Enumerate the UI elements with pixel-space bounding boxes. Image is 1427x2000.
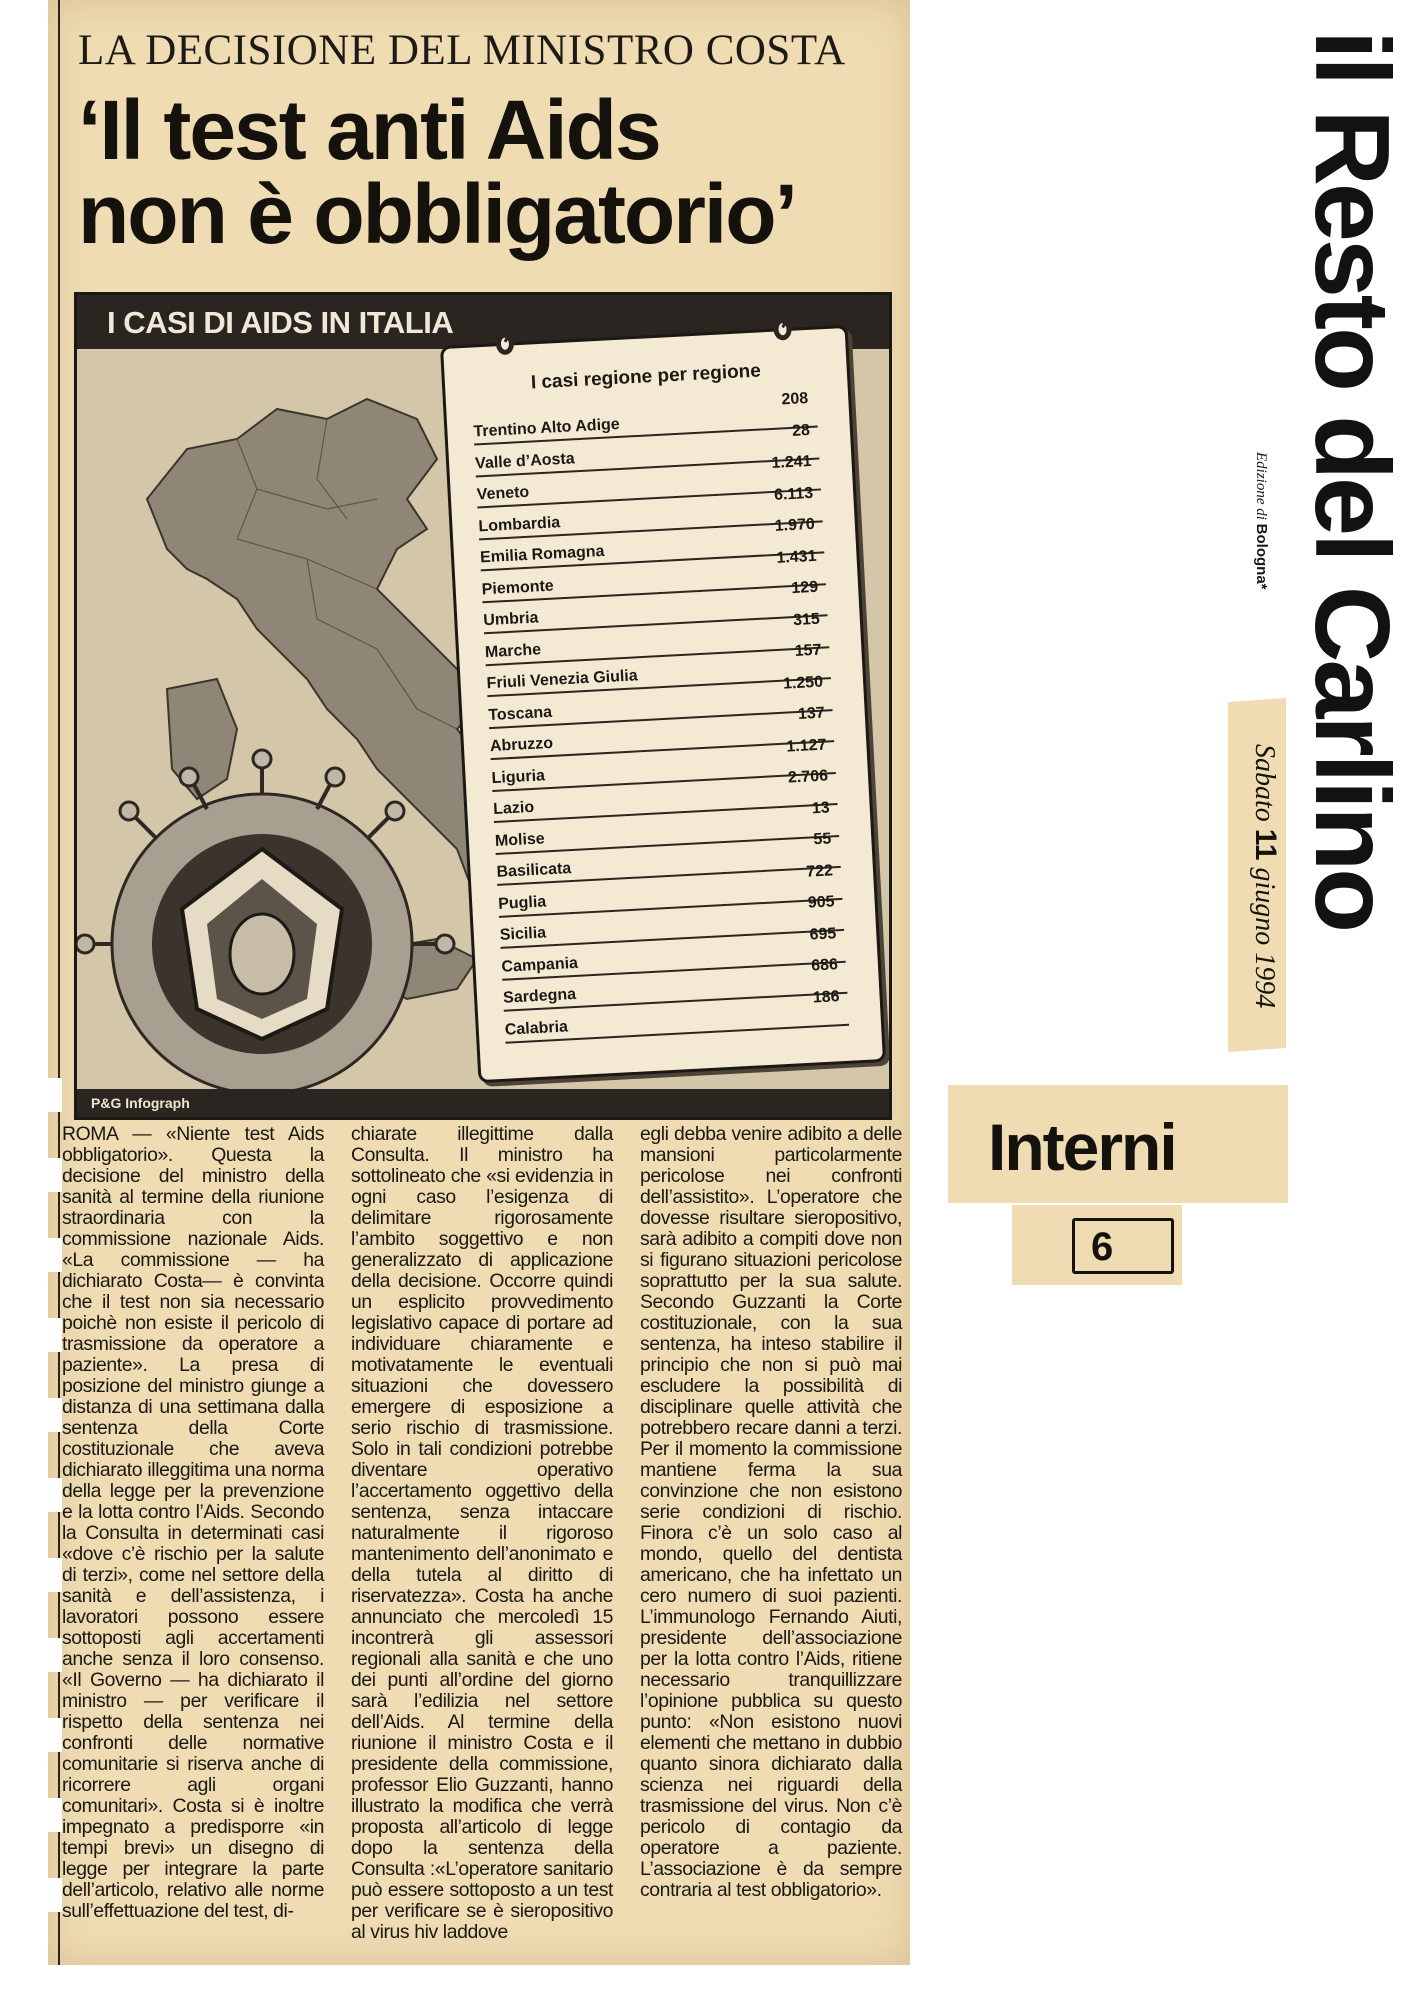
region-name: Calabria	[504, 1017, 569, 1039]
region-cases: 6.113	[773, 484, 814, 504]
region-cases: 137	[797, 704, 826, 723]
edition-prefix: Edizione di	[1253, 452, 1269, 520]
infographic-credit: P&G Infograph	[91, 1095, 190, 1111]
region-name: Lazio	[492, 798, 535, 819]
page-number: 6	[1091, 1225, 1114, 1269]
region-cases: 2.706	[787, 767, 829, 787]
binder-hole	[44, 1558, 62, 1592]
binder-hole	[44, 1318, 62, 1352]
region-name: Sicilia	[499, 924, 547, 944]
newspaper-masthead	[1289, 30, 1414, 1022]
binder-hole	[44, 1878, 62, 1912]
page-number-box	[1012, 1205, 1182, 1285]
newspaper-clipping	[48, 0, 910, 1965]
binder-hole	[44, 1638, 62, 1672]
headline-line-2: non è obbligatorio’	[78, 167, 796, 261]
region-name: Friuli Venezia Giulia	[486, 667, 639, 693]
region-cases: 315	[792, 610, 821, 629]
region-name: Umbria	[482, 609, 539, 630]
region-cases: 186	[812, 987, 840, 1007]
date-month-year: giugno 1994	[1249, 867, 1280, 1009]
region-cases: 722	[805, 861, 834, 881]
date-day-name: Sabato	[1249, 744, 1280, 822]
binder-hole	[44, 1398, 62, 1432]
binder-ring-icon	[770, 309, 796, 344]
region-cases: 1.970	[774, 515, 816, 535]
binder-hole	[44, 1718, 62, 1752]
region-name: Veneto	[476, 483, 530, 504]
region-cases: 1.431	[776, 547, 817, 567]
region-name: Basilicata	[496, 860, 572, 881]
binder-hole	[44, 1238, 62, 1272]
region-name: Emilia Romagna	[479, 542, 605, 567]
date-day-num: 11	[1249, 828, 1282, 861]
region-cases: 1.241	[771, 452, 812, 472]
region-name: Sardegna	[502, 985, 577, 1007]
region-name: Liguria	[491, 766, 546, 787]
page-number-frame	[1072, 1218, 1174, 1274]
column-text: chiarate illegittime dalla Consulta. Il ministro ha sottolineato che «si evidenzia in ogni caso l’esigenza di delimitare rigorosamente l’ambito soggettivo e non generalizzato di applicazione della decisione. Occorre quindi un esplicito provvedimento legislativo capace di portare ad individuare chiaramente e motivatamente le eventuali situazioni che dovessero emergere di esposizione a serio rischio di trasmissione. Solo in tali condizioni potrebbe diventare operativo l’accertamento oggettivo della sentenza, senza intaccare naturalmente il rigoroso mantenimento dell’anonimato e della tutela al diritto di riservatezza». Costa ha anche annunciato che mercoledì 15 incontrerà gli assessori regionali alla sanità e che uno dei punti all’ordine del giorno sarà l’edilizia nel settore dell’Aids. Al termine della riunione il ministro Costa e il presidente della commissione, professor Elio Guzzanti, hanno illustrato la modifica che verrà proposta all’articolo di legge dopo la sentenza della Consulta :«L’operatore sanitario può essere sottoposto a un test per verificare se è sieropositivo al virus hiv laddove	[351, 1123, 613, 1943]
headline-line-1: ‘Il test anti Aids	[78, 83, 660, 177]
region-name: Lombardia	[478, 513, 561, 535]
binder-holes	[44, 1048, 74, 1948]
region-name: Campania	[501, 954, 579, 976]
region-name: Molise	[494, 829, 546, 850]
article-kicker: LA DECISIONE DEL MINISTRO COSTA	[78, 27, 846, 74]
region-cases: 695	[809, 924, 837, 944]
regional-cases-table	[440, 325, 886, 1083]
region-name: Piemonte	[481, 577, 555, 598]
column-text: ROMA — «Niente test Aids obbligatorio». Questa la decisione del ministro della sanità al termine della riunione straordinaria con la commissione nazionale Aids. «La commissione — ha dichiarato Costa— è convinta che il test non sia necessario poichè non esiste il pericolo di trasmissione da operatore a paziente». La presa di posizione del ministro giunge a distanza di una settimana dalla sentenza della Corte costituzionale che aveva dichiarato illeggitima una norma della legge per la prevenzione e la lotta contro l’Aids. Secondo la Consulta in determinati casi «dove c’è rischio per la salute di terzi», come nel settore della sanità e dell’assistenza, i lavoratori possono essere sottoposti agli accertamenti anche senza il loro consenso. «Il Governo — ha dichiarato il ministro — per verificare il rispetto della sentenza nei confronti delle normative comunitarie si riserva anche di ricorrere agli organi comunitari». Costa si è inoltre impegnato a predisporre «in tempi brevi» un disegno di legge per integrare la parte dell’articolo, relativo alle norme sull’effettuazione del test, di-	[62, 1123, 324, 1922]
region-cases: 13	[811, 798, 831, 817]
edition-city: Bologna*	[1253, 523, 1270, 590]
aids-cases-infographic	[74, 292, 892, 1120]
table-title: I casi regione per regione	[530, 360, 762, 394]
region-name: Valle d’Aosta	[474, 449, 576, 472]
region-name: Marche	[484, 640, 542, 661]
article-body	[62, 1124, 900, 1954]
region-name: Trentino Alto Adige	[473, 415, 621, 441]
article-column-2	[351, 1124, 613, 1943]
region-cases: 1.250	[782, 673, 824, 693]
masthead-title: il Resto del Carlino	[1293, 30, 1411, 931]
region-name: Abruzzo	[489, 734, 554, 756]
region-cases: 55	[813, 830, 832, 849]
binder-hole	[44, 1078, 62, 1112]
publication-date	[1248, 744, 1282, 1008]
region-cases: 208	[781, 389, 809, 409]
section-box	[948, 1085, 1288, 1203]
article-column-1	[62, 1124, 324, 1922]
region-cases: 157	[794, 641, 822, 661]
infographic-title: I CASI DI AIDS IN ITALIA	[107, 305, 454, 340]
binder-hole	[44, 1158, 62, 1192]
article-column-3	[640, 1124, 902, 1901]
edition-label	[1252, 452, 1270, 590]
section-label: Interni	[988, 1110, 1176, 1184]
region-cases: 1.127	[785, 736, 827, 756]
binder-hole	[44, 1798, 62, 1832]
binder-ring-icon	[492, 323, 518, 358]
binder-hole	[44, 1478, 62, 1512]
region-cases: 905	[807, 893, 836, 912]
region-name: Toscana	[487, 703, 553, 724]
infographic-credit-bar	[77, 1089, 889, 1117]
column-text: egli debba venire adibito a delle mansioni particolarmente pericolose nei confronti dell’assistito». L’operatore che dovesse risultare sieropositivo, sarà adibito a compiti dove non si figurano situazioni pericolose soprattutto per la sua salute. Secondo Guzzanti la Corte costituzionale, con la sua sentenza, ha inteso stabilire il principio che non si può mai escludere la possibilità di disciplinare quelle attività che potrebbero recare danni a terzi. Per il momento la commissione mantiene ferma la sua convinzione che non esistono serie condizioni di rischio. Finora c’è un solo caso al mondo, quello del dentista americano, che ha infettato un cero numero di suoi pazienti. L’immunologo Fernando Aiuti, presidente dell’associazione per la lotta contro l’Aids, ritiene necessario tranquillizzare l’opinione pubblica su questo punto: «Non esistono nuovi elementi che mettano in dubbio quanto sinora dichiarato dalla scienza nei riguardi della trasmissione del virus. Non c’è pericolo di contagio da operatore a paziente. L’associazione è da sempre contraria al test obbligatorio».	[640, 1123, 902, 1901]
region-cases: 129	[790, 578, 819, 598]
region-cases: 686	[810, 956, 839, 975]
region-cases: 28	[791, 421, 811, 440]
article-headline	[78, 83, 898, 261]
region-name: Puglia	[497, 892, 547, 913]
